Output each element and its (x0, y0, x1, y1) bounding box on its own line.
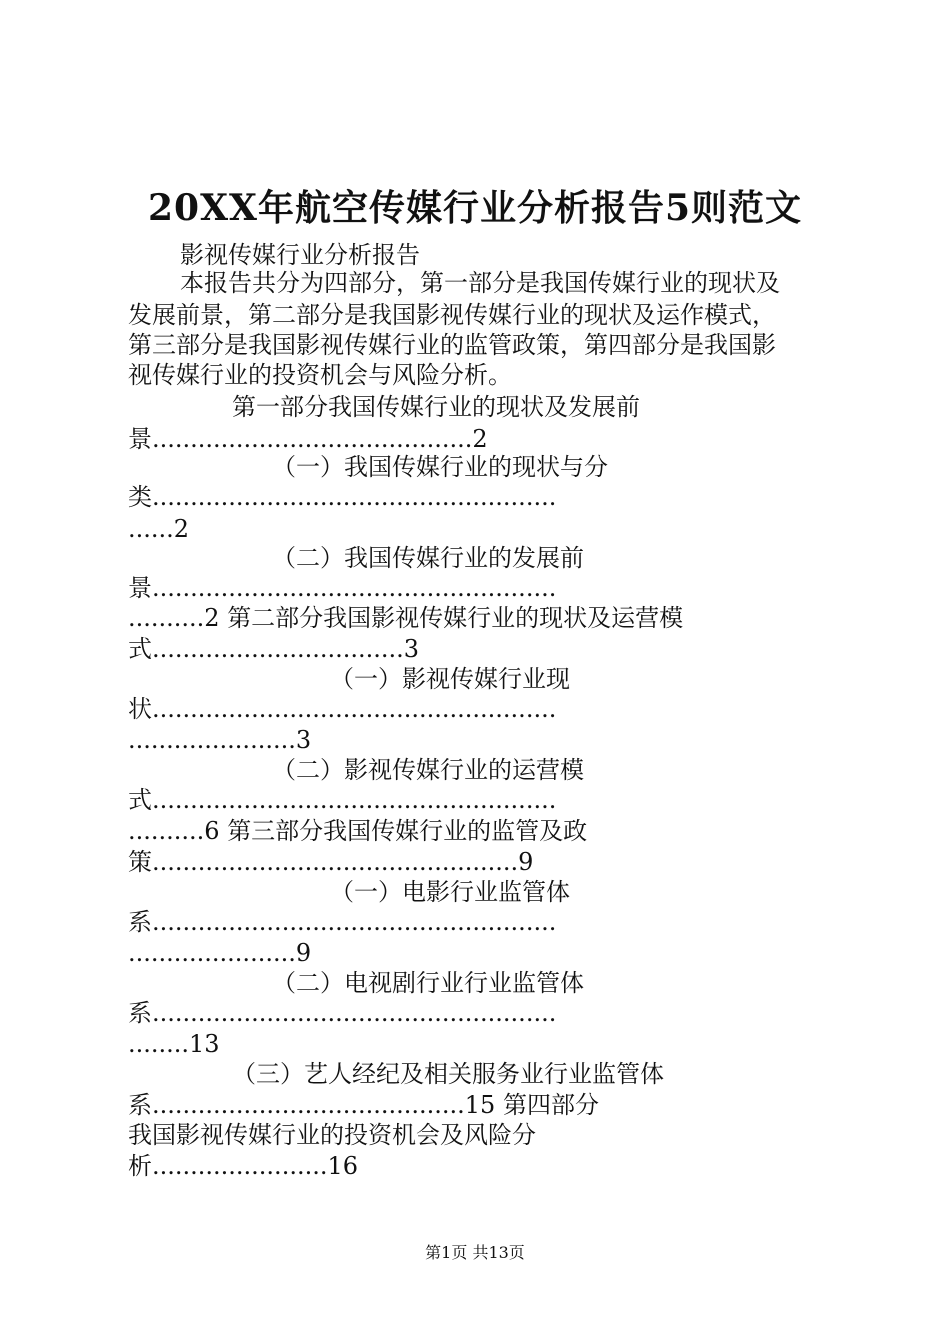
toc-line: （二）影视传媒行业的运营模 (272, 756, 584, 784)
toc-line: ......2 (128, 515, 190, 543)
toc-line: （三）艺人经纪及相关服务业行业监管体 (232, 1060, 664, 1088)
toc-line: （二）我国传媒行业的发展前 (272, 544, 584, 572)
toc-line: ........13 (128, 1030, 220, 1058)
page-footer: 第1页 共13页 (425, 1243, 525, 1262)
toc-line: 类..................................................... (128, 483, 557, 511)
toc-line: 系.........................................15 第四部分 (128, 1091, 599, 1119)
toc-line: 我国影视传媒行业的投资机会及风险分 (128, 1121, 536, 1149)
intro-line-3: 第三部分是我国影视传媒行业的监管政策，第四部分是我国影 (128, 331, 776, 359)
toc-line: 状..................................................... (128, 695, 557, 723)
toc-line: 景..................................................... (128, 574, 557, 602)
toc-line: 析.......................16 (128, 1152, 359, 1180)
toc-line: （一）电影行业监管体 (330, 878, 570, 906)
intro-line-4: 视传媒行业的投资机会与风险分析。 (128, 361, 512, 389)
toc-line: （一）我国传媒行业的现状与分 (272, 453, 608, 481)
toc-line: 式.................................3 (128, 635, 420, 663)
toc-line: ......................3 (128, 726, 312, 754)
subtitle: 影视传媒行业分析报告 (180, 241, 420, 269)
toc-line: ..........2 第二部分我国影视传媒行业的现状及运营模 (128, 604, 684, 632)
toc-line: 第一部分我国传媒行业的现状及发展前 (232, 393, 640, 421)
toc-line: （一）影视传媒行业现 (330, 665, 570, 693)
toc-line: 式..................................................... (128, 786, 557, 814)
intro-line-2: 发展前景，第二部分是我国影视传媒行业的现状及运作模式， (128, 301, 776, 329)
toc-line: ..........6 第三部分我国传媒行业的监管及政 (128, 817, 588, 845)
toc-line: ......................9 (128, 939, 312, 967)
toc-line: 景..........................................2 (128, 425, 488, 453)
toc-line: 策................................................9 (128, 848, 534, 876)
toc-line: 系..................................................... (128, 999, 557, 1027)
toc-line: （二）电视剧行业行业监管体 (272, 969, 584, 997)
document-title: 20XX年航空传媒行业分析报告5则范文 (147, 187, 802, 229)
toc-line: 系..................................................... (128, 908, 557, 936)
intro-line-1: 本报告共分为四部分，第一部分是我国传媒行业的现状及 (180, 269, 780, 297)
